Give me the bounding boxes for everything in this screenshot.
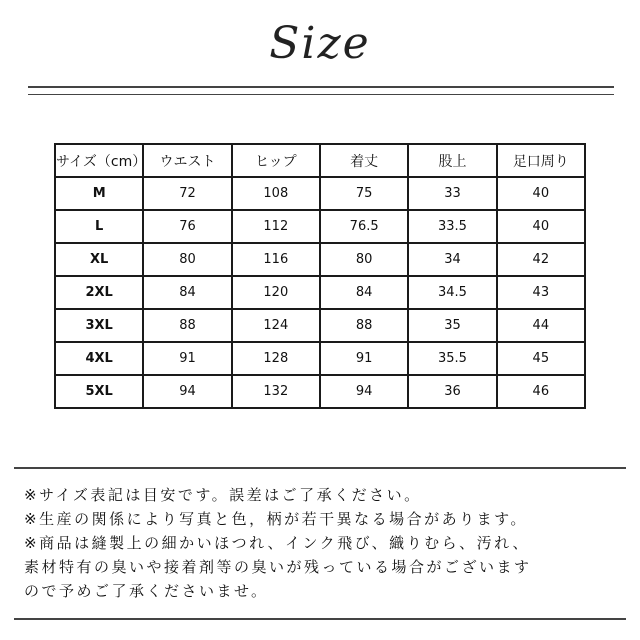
cell-leg-opening: 45 [497,342,585,375]
note-line: ※生産の関係により写真と色，柄が若干異なる場合があります。 [24,510,528,528]
header-rule-bottom [28,94,614,95]
table-row [55,309,585,342]
cell-waist: 91 [143,342,231,375]
table-row [55,375,585,408]
cell-rise: 36 [408,375,496,408]
table-row [55,177,585,210]
header-hip: ヒップ [232,144,320,177]
cell-length: 91 [320,342,408,375]
cell-waist: 84 [143,276,231,309]
cell-waist: 76 [143,210,231,243]
cell-rise: 33 [408,177,496,210]
cell-waist: 94 [143,375,231,408]
cell-length: 88 [320,309,408,342]
cell-size: 3XL [55,309,143,342]
cell-waist: 80 [143,243,231,276]
cell-leg-opening: 40 [497,210,585,243]
cell-rise: 35.5 [408,342,496,375]
cell-size: 5XL [55,375,143,408]
cell-size: 4XL [55,342,143,375]
cell-rise: 34 [408,243,496,276]
header-rise: 股上 [408,144,496,177]
cell-rise: 34.5 [408,276,496,309]
cell-waist: 72 [143,177,231,210]
cell-hip: 120 [232,276,320,309]
header-leg-opening: 足口周り [497,144,585,177]
cell-size: 2XL [55,276,143,309]
header-size: サイズ（cm） [55,144,143,177]
cell-leg-opening: 42 [497,243,585,276]
table-row [55,276,585,309]
cell-hip: 112 [232,210,320,243]
cell-hip: 116 [232,243,320,276]
cell-hip: 108 [232,177,320,210]
cell-hip: 124 [232,309,320,342]
cell-length: 84 [320,276,408,309]
table-row [55,342,585,375]
notes-box [14,467,626,620]
note-line: ※商品は縫製上の細かいほつれ、インク飛び、織りむら、汚れ、 [24,534,530,552]
cell-hip: 132 [232,375,320,408]
note-line: ※サイズ表記は目安です。誤差はご了承ください。 [24,486,422,504]
note-line: 素材特有の臭いや接着剤等の臭いが残っている場合がございます [24,558,532,576]
table-header-row [55,144,585,177]
cell-leg-opening: 43 [497,276,585,309]
header-waist: ウエスト [143,144,231,177]
note-line: ので予めご了承くださいませ。 [24,582,269,600]
cell-rise: 33.5 [408,210,496,243]
header-length: 着丈 [320,144,408,177]
cell-rise: 35 [408,309,496,342]
cell-waist: 88 [143,309,231,342]
cell-length: 75 [320,177,408,210]
page-title: Size [269,18,371,69]
cell-length: 80 [320,243,408,276]
cell-leg-opening: 46 [497,375,585,408]
cell-size: L [55,210,143,243]
cell-length: 76.5 [320,210,408,243]
size-table [54,143,586,409]
cell-size: M [55,177,143,210]
cell-hip: 128 [232,342,320,375]
cell-length: 94 [320,375,408,408]
header-rule-top [28,86,614,88]
table-row [55,210,585,243]
cell-leg-opening: 40 [497,177,585,210]
cell-size: XL [55,243,143,276]
table-row [55,243,585,276]
cell-leg-opening: 44 [497,309,585,342]
